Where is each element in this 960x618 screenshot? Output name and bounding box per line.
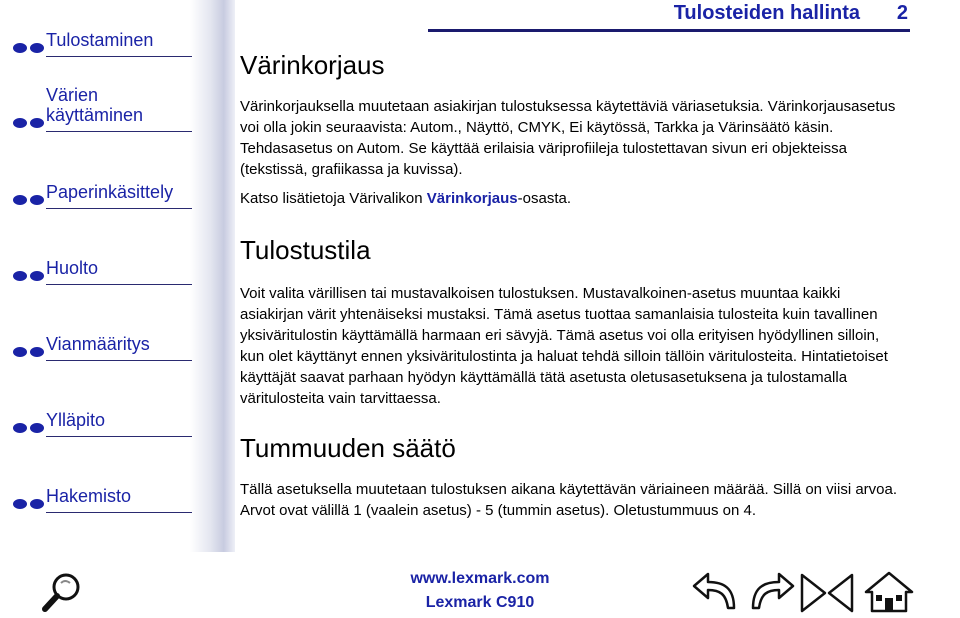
nav-underline	[46, 131, 192, 132]
paragraph-print-mode: Voit valita värillisen tai mustavalkoisen tulostuksen. Mustavalkoinen-asetus muuntaa kaikki asiakirjan värit yhtenäiseksi mustaksi. Tämä asetus tuottaa samanlaisia tulosteita kuin tavallinen yksiväritulostin käyttämällä harmaan eri sävyjä. Tämä asetus voi olla erityisen hyödyllinen silloin, kun olet käyttänyt ennen yksiväritulostinta ja haluat tehdä silloin tällöin väritulosteita. Hintatietoiset käyttäjät saavat parhaan hyödyn käyttämällä tätä asetusta oletusasetuksena ja tulostamalla väritulosteita vain tarvittaessa.	[240, 285, 888, 407]
chapter-title: Tulosteiden hallinta	[673, 2, 860, 24]
footer-model: Lexmark C910	[425, 594, 535, 611]
page-number: 2	[896, 2, 908, 24]
nav-dots-icon	[12, 265, 48, 283]
sidebar-nav	[0, 0, 212, 552]
nav-item-huolto[interactable]	[8, 243, 188, 285]
nav-item-varien-kayttaminen[interactable]	[8, 84, 188, 132]
nav-item-paperinkasittely[interactable]	[8, 167, 188, 209]
nav-dots-icon	[12, 341, 48, 359]
nav-label: Ylläpito	[46, 410, 106, 430]
nav-dots-icon	[12, 37, 48, 55]
see-also-prefix: Katso lisätietoja Värivalikon	[240, 190, 427, 207]
forward-arrow-icon[interactable]	[745, 570, 797, 614]
nav-dots-icon	[12, 189, 48, 207]
home-icon[interactable]	[862, 570, 916, 614]
nav-label-line2: käyttäminen	[46, 105, 144, 125]
nav-underline	[46, 512, 192, 513]
nav-label: Tulostaminen	[46, 30, 154, 50]
header-rule	[428, 29, 910, 32]
nav-label: Paperinkäsittely	[46, 182, 174, 202]
nav-item-tulostaminen[interactable]	[8, 15, 188, 57]
paragraph-color-correction: Värinkorjauksella muutetaan asiakirjan tulostuksessa käytettäviä väriasetuksia. Värinkorjausasetus voi olla jokin seuraavista: Autom., Näyttö, CMYK, Ei käytössä, Tarkka ja Värinsäätö käsin. Tehdasasetus on Autom. Se käyttää erilaisia väriprofiileja tulostettavan sivun eri objekteissa (tekstissä, grafiikassa ja kuvissa).	[240, 98, 896, 178]
nav-dots-icon	[12, 417, 48, 435]
next-page-icon[interactable]	[798, 572, 828, 614]
nav-label: Vianmääritys	[46, 334, 150, 354]
paragraph-see-also	[240, 188, 905, 209]
nav-label-line1: Värien	[46, 85, 99, 105]
nav-dots-icon	[12, 493, 48, 511]
nav-underline	[46, 436, 192, 437]
back-arrow-icon[interactable]	[690, 570, 742, 614]
nav-underline	[46, 208, 192, 209]
link-varinkorjaus[interactable]: Värinkorjaus	[426, 190, 518, 207]
heading-tulostustila: Tulostustila	[240, 235, 371, 265]
nav-label: Huolto	[46, 258, 99, 278]
see-also-suffix: -osasta.	[517, 190, 571, 207]
nav-dots-icon	[12, 112, 48, 130]
heading-tummuuden-saato: Tummuuden säätö	[240, 433, 456, 463]
footer-url[interactable]: www.lexmark.com	[410, 570, 550, 587]
nav-item-hakemisto[interactable]	[8, 471, 188, 513]
nav-item-yllapito[interactable]	[8, 395, 188, 437]
paragraph-darkness: Tällä asetuksella muutetaan tulostuksen aikana käytettävän väriaineen määrää. Sillä on viisi arvoa. Arvot ovat välillä 1 (vaalein asetus) - 5 (tummin asetus). Oletustummuus on 4.	[240, 481, 898, 519]
nav-underline	[46, 284, 192, 285]
magnifier-icon[interactable]	[40, 570, 84, 614]
nav-item-vianmaaritys[interactable]	[8, 319, 188, 361]
nav-label: Hakemisto	[46, 486, 132, 506]
main-content	[240, 40, 905, 521]
previous-page-icon[interactable]	[826, 572, 856, 614]
heading-varinkorjaus: Värinkorjaus	[240, 50, 385, 80]
nav-underline	[46, 56, 192, 57]
nav-underline	[46, 360, 192, 361]
